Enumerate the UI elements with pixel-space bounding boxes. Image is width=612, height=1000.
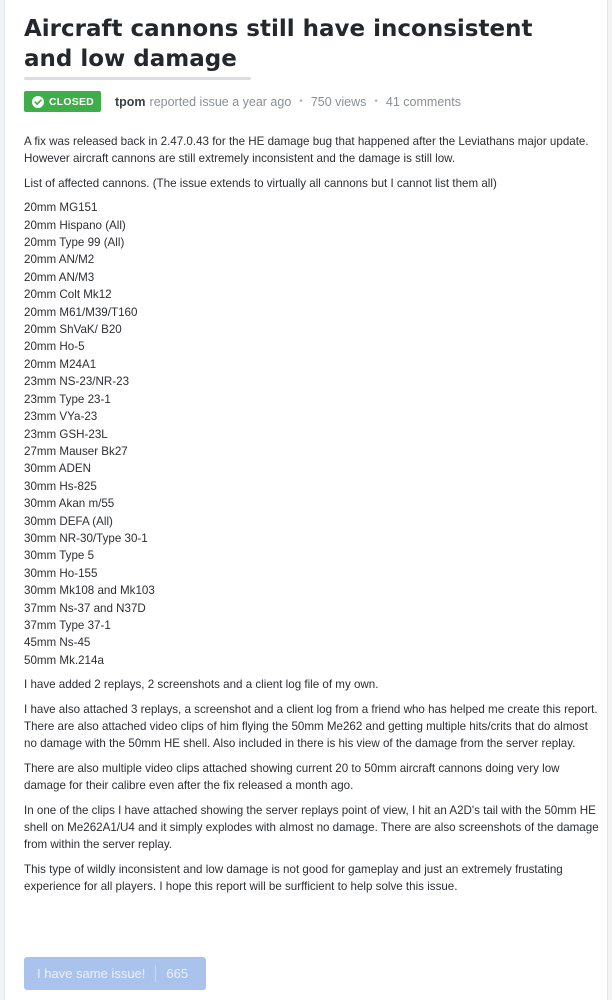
- list-item: 30mm Mk108 and Mk103: [24, 584, 155, 598]
- list-item: 20mm ShVaK/ B20: [24, 323, 122, 337]
- list-item: 23mm VYa-23: [24, 410, 98, 424]
- clips-paragraph: There are also multiple video clips attached showing current 20 to 50mm aircraft cannons doing very low damage for their calibre even after the fix released a month ago.: [24, 761, 560, 793]
- intro-paragraph: [24, 133, 599, 168]
- intro-line: A fix was released back in 2.47.0.43 for the HE damage bug that happened after the Leviathans major update.: [24, 135, 589, 148]
- list-item: 23mm GSH-23L: [24, 427, 108, 441]
- list-item: 45mm Ns-45: [24, 636, 91, 650]
- issue-meta: [24, 91, 461, 112]
- list-item: 30mm NR-30/Type 30-1: [24, 531, 148, 545]
- list-item: 30mm DEFA (All): [24, 514, 113, 528]
- list-item: 30mm Hs-825: [24, 479, 97, 493]
- list-item: 30mm Akan m/55: [24, 497, 115, 511]
- issue-card: [4, 0, 608, 1000]
- status-badge: [24, 91, 101, 112]
- list-item: 30mm Ho-155: [24, 566, 98, 580]
- issue-body: [24, 133, 599, 903]
- comment-count[interactable]: 41 comments: [385, 94, 461, 109]
- button-divider: [155, 965, 156, 982]
- meta-separator: •: [299, 96, 303, 107]
- list-item: 27mm Mauser Bk27: [24, 444, 128, 458]
- same-issue-button[interactable]: [24, 957, 206, 990]
- list-item: 20mm AN/M2: [24, 253, 95, 267]
- intro-line: However aircraft cannons are still extremely inconsistent and the damage is still low.: [24, 152, 456, 166]
- list-item: 20mm Hispano (All): [24, 218, 126, 232]
- status-label: CLOSED: [49, 95, 94, 108]
- list-item: 50mm Mk.214a: [24, 653, 104, 667]
- list-item: 30mm Type 5: [24, 549, 95, 563]
- title-divider: [24, 77, 251, 80]
- list-intro: List of affected cannons. (The issue extends to virtually all cannons but I cannot list them all): [24, 176, 497, 190]
- same-issue-count: 665: [166, 966, 189, 981]
- list-item: 20mm Type 99 (All): [24, 236, 125, 250]
- friend-paragraph: I have also attached 3 replays, a screenshot and a client log from a friend who has helped me create this report. There are also attached video clips of him flying the 50mm Me262 and getting multiple hits/crits that do almost no damage with the 50mm HE shell. Also included in there is his view of the damage from the server replay.: [24, 702, 598, 751]
- a2d-paragraph: In one of the clips I have attached showing the server replays point of view, I hit an A2D's tail with the 50mm HE shell on Me262A1/U4 and it simply explodes with almost no damage. There are also screenshots of the damage from within the server replay.: [24, 803, 599, 852]
- list-item: 23mm NS-23/NR-23: [24, 375, 130, 389]
- list-item: 30mm ADEN: [24, 462, 92, 476]
- issue-title: Aircraft cannons still have inconsistent and low damage: [24, 16, 533, 72]
- reported-time: reported issue a year ago: [149, 94, 292, 109]
- list-item: 20mm AN/M3: [24, 270, 95, 284]
- list-item: 20mm MG151: [24, 201, 98, 215]
- list-item: 37mm Type 37-1: [24, 618, 111, 632]
- replays-paragraph: I have added 2 replays, 2 screenshots and a client log file of my own.: [24, 678, 379, 692]
- check-circle-icon: [32, 96, 44, 108]
- meta-separator: •: [374, 96, 378, 107]
- author-link[interactable]: tpom: [114, 94, 146, 109]
- list-item: 20mm M24A1: [24, 357, 97, 371]
- list-item: 23mm Type 23-1: [24, 392, 111, 406]
- list-item: 37mm Ns-37 and N37D: [24, 601, 146, 615]
- cannon-list: [24, 199, 599, 669]
- list-item: 20mm Ho-5: [24, 340, 85, 354]
- list-item: 20mm Colt Mk12: [24, 288, 112, 302]
- same-issue-label: I have same issue!: [37, 966, 146, 981]
- list-item: 20mm M61/M39/T160: [24, 305, 138, 319]
- closing-paragraph: This type of wildly inconsistent and low damage is not good for gameplay and just an extremely frustating experience for all players. I hope this report will be surfficient to help solve this issue.: [24, 862, 563, 894]
- view-count: 750 views: [310, 94, 367, 109]
